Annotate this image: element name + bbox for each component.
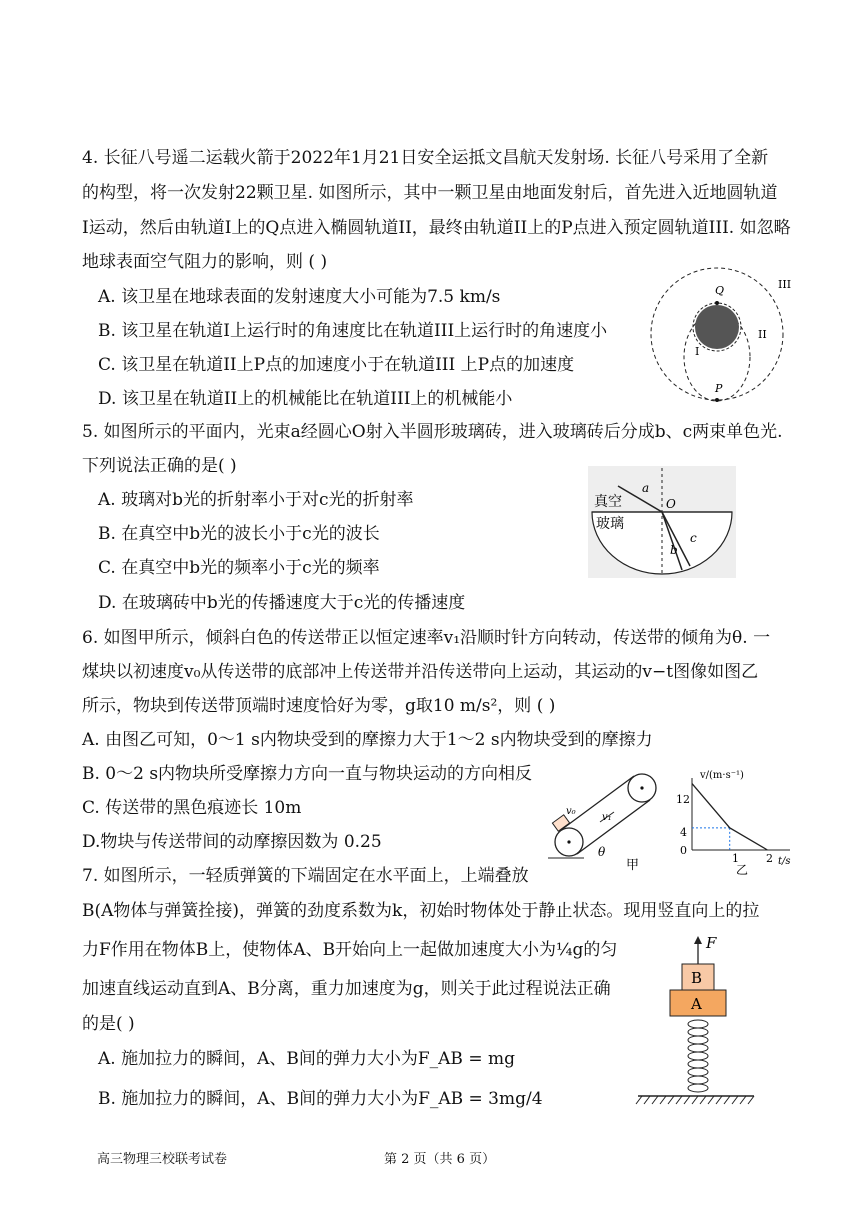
q5-option-d: D. 在玻璃砖中b光的传播速度大于c光的传播速度 [98, 593, 466, 613]
tick-y-12: 12 [676, 793, 690, 806]
spring [688, 1020, 708, 1092]
glass-figure [588, 466, 736, 578]
q5-option-c: C. 在真空中b光的频率小于c光的频率 [98, 558, 380, 578]
q6-line-2: 煤块以初速度v₀从传送带的底部冲上传送带并沿传送带向上运动，其运动的v−t图像如图乙 [82, 662, 759, 682]
force-arrowhead [694, 936, 702, 944]
tick-y-0: 0 [680, 844, 687, 857]
label-v0: v₀ [566, 806, 576, 817]
q5-line-2: 下列说法正确的是( ) [82, 456, 237, 476]
q4-option-d: D. 该卫星在轨道II上的机械能比在轨道III上的机械能小 [98, 389, 513, 409]
q5-line-1: 5. 如图所示的平面内，光束a经圆心O射入半圆形玻璃砖，进入玻璃砖后分成b、c两束单色光. [82, 422, 783, 442]
q4-line-2: 的构型，将一次发射22颗卫星. 如图所示，其中一颗卫星由地面发射后，首先进入近地圆轨道 [82, 183, 778, 203]
footer-exam-name: 高三物理三校联考试卷 [97, 1152, 228, 1167]
vt-chart [670, 768, 802, 876]
point-p [715, 398, 719, 402]
q7-option-b: B. 施加拉力的瞬间，A、B间的弹力大小为F_AB = 3mg/4 [98, 1089, 543, 1109]
q7-line-4: 加速直线运动直到A、B分离，重力加速度为g，则关于此过程说法正确 [82, 979, 611, 999]
conveyor-figure [544, 772, 666, 872]
y-axis-label: v/(m·s⁻¹) [700, 770, 744, 781]
pulley-bottom-axle [567, 840, 570, 843]
q5-option-a: A. 玻璃对b光的折射率小于对c光的折射率 [98, 490, 414, 510]
footer-page-number: 第 2 页（共 6 页） [384, 1152, 496, 1167]
label-ii: II [758, 328, 767, 341]
q4-option-b: B. 该卫星在轨道I上运行时的角速度比在轨道III上运行时的角速度小 [98, 321, 608, 341]
q6-option-b: B. 0～2 s内物块所受摩擦力方向一直与物块运动的方向相反 [82, 764, 533, 784]
q7-option-a: A. 施加拉力的瞬间，A、B间的弹力大小为F_AB = mg [98, 1049, 515, 1069]
label-jia: 甲 [626, 858, 640, 872]
q4-line-4: 地球表面空气阻力的影响，则 ( ) [82, 252, 328, 272]
q4-line-3: I运动，然后由轨道I上的Q点进入椭圆轨道II，最终由轨道II上的P点进入预定圆轨道III. 如忽略 [82, 218, 791, 238]
earth [695, 305, 739, 349]
label-a: a [642, 481, 650, 495]
label-p: P [715, 382, 723, 395]
label-b: b [670, 543, 678, 557]
label-a: A [691, 995, 702, 1013]
belt-top [561, 776, 634, 830]
label-glass: 玻璃 [596, 516, 624, 532]
floor-hatch [636, 1096, 754, 1104]
spring-figure [630, 934, 760, 1110]
belt-bottom [577, 800, 650, 854]
q4-option-c: C. 该卫星在轨道II上P点的加速度小于在轨道III 上P点的加速度 [98, 355, 575, 375]
orbit-figure [640, 262, 810, 412]
label-f: F [706, 934, 717, 952]
tick-x-2: 2 [766, 852, 773, 865]
point-q [715, 301, 719, 305]
label-q: Q [715, 284, 725, 297]
label-yi: 乙 [736, 863, 749, 876]
q7-line-5: 的是( ) [82, 1014, 135, 1034]
pulley-top-axle [640, 786, 643, 789]
label-theta: θ [598, 845, 606, 859]
q6-option-a: A. 由图乙可知，0～1 s内物块受到的摩擦力大于1～2 s内物块受到的摩擦力 [82, 730, 653, 750]
label-i: I [695, 345, 700, 358]
tick-y-4: 4 [680, 826, 687, 839]
label-iii: III [778, 278, 792, 291]
label-v1: v₁ [602, 812, 612, 823]
q5-option-b: B. 在真空中b光的波长小于c光的波长 [98, 524, 380, 544]
tick-x-1: 1 [732, 852, 739, 865]
label-vacuum: 真空 [594, 494, 622, 510]
q6-option-c: C. 传送带的黑色痕迹长 10m [82, 798, 302, 818]
label-o: O [666, 497, 676, 511]
label-b: B [691, 969, 703, 987]
q6-line-3: 所示，物块到传送带顶端时速度恰好为零，g取10 m/s²，则 ( ) [82, 696, 556, 716]
q4-line-1: 4. 长征八号遥二运载火箭于2022年1月21日安全运抵文昌航天发射场. 长征八号采用了全新 [82, 148, 769, 168]
q7-line-3: 力F作用在物体B上，使物体A、B开始向上一起做加速度大小为¼g的匀 [82, 940, 618, 960]
q4-option-a: A. 该卫星在地球表面的发射速度大小可能为7.5 km/s [98, 287, 501, 307]
x-axis-label: t/s [778, 856, 791, 867]
label-c: c [690, 531, 697, 545]
q6-option-d: D.物块与传送带间的动摩擦因数为 0.25 [82, 832, 382, 852]
q7-line-1: 7. 如图所示，一轻质弹簧的下端固定在水平面上，上端叠放 [82, 866, 529, 886]
q6-line-1: 6. 如图甲所示，倾斜白色的传送带正以恒定速率v₁沿顺时针方向转动，传送带的倾角为θ. 一 [82, 628, 771, 648]
q7-line-2: B(A物体与弹簧拴接)，弹簧的劲度系数为k，初始时物体处于静止状态。现用竖直向上的拉 [82, 901, 760, 921]
